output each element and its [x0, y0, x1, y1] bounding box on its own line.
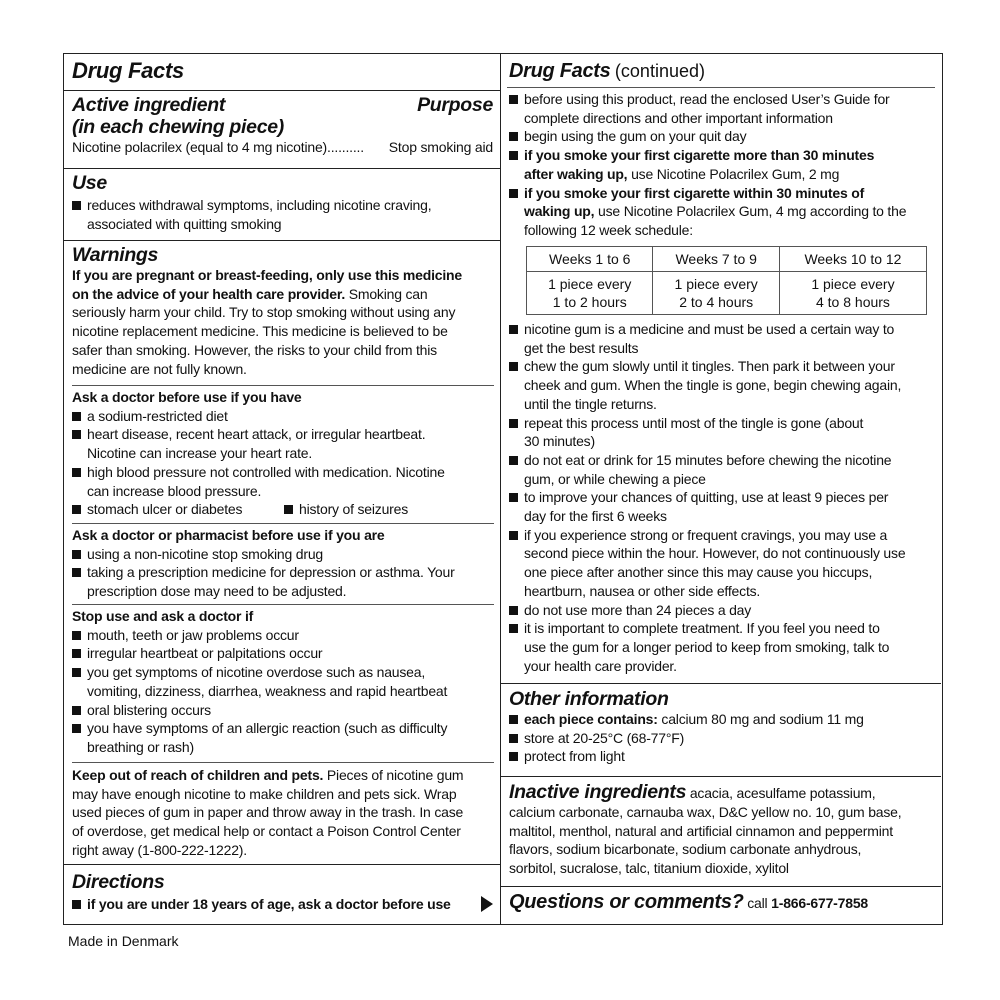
list-item: protect from light: [509, 747, 934, 766]
other-information-section: [501, 688, 941, 766]
list-item: oral blistering occurs: [72, 701, 493, 720]
questions-section: Questions or comments? call 1-866-677-7858: [509, 891, 868, 913]
table-cell: 1 piece every 1 to 2 hours: [527, 272, 653, 315]
list-item: each piece contains: calcium 80 mg and sodium 11 mg: [509, 710, 934, 729]
table-header: Weeks 1 to 6: [527, 247, 653, 272]
list-item: using a non-nicotine stop smoking drug: [72, 545, 493, 564]
table-cell: 1 piece every 2 to 4 hours: [653, 272, 779, 315]
purpose-heading: Purpose: [417, 94, 493, 116]
list-item: stomach ulcer or diabetes: [72, 500, 284, 519]
list-item: you get symptoms of nicotine overdose such as nausea, vomiting, dizziness, diarrhea, weakness and rapid heartbeat: [72, 663, 493, 700]
directions-heading: Directions: [72, 871, 165, 893]
inactive-ingredients-section: Inactive ingredients acacia, acesulfame potassium, calcium carbonate, carnauba wax, D&C yellow no. 10, gum base, maltitol, menthol, natural and artificial cinnamon and peppermint flavors, sodium bicarbonate, sodium carbonate anhydrous, sorbitol, sucralose, talc, titanium dioxide, xylitol: [509, 781, 902, 877]
continued-title: Drug Facts: [509, 60, 611, 82]
drug-facts-title: Drug Facts: [72, 58, 184, 83]
list-item: heart disease, recent heart attack, or irregular heartbeat. Nicotine can increase your heart rate.: [72, 425, 493, 462]
list-item: you have symptoms of an allergic reaction (such as difficulty breathing or rash): [72, 719, 493, 756]
ask-pharmacist-section: [64, 526, 500, 601]
list-item: history of seizures: [284, 500, 408, 519]
made-in-label: Made in Denmark: [68, 933, 179, 949]
keep-out-section: Keep out of reach of children and pets. Pieces of nicotine gum may have enough nicotine to make children and pets sick. Wrap used pieces of gum in paper and throw away in the trash. In case of overdose, get medical help or contact a Poison Control Center right away (1-800-222-1222).: [72, 767, 464, 858]
other-information-heading: Other information: [509, 688, 669, 710]
inactive-ingredients-heading: Inactive ingredients: [509, 781, 687, 803]
dosage-schedule-table: [526, 246, 927, 315]
continue-arrow-icon: [481, 896, 493, 912]
list-item: high blood pressure not controlled with medication. Nicotine can increase blood pressure.: [72, 463, 493, 500]
list-item: it is important to complete treatment. If you feel you need to use the gum for a longer period to keep from smoking, talk to your health care provider.: [509, 619, 934, 675]
warnings-section: [64, 244, 500, 378]
list-item: to improve your chances of quitting, use at least 9 pieces per day for the first 6 weeks: [509, 488, 934, 525]
list-item: a sodium-restricted diet: [72, 407, 493, 426]
directions-section: [64, 871, 500, 914]
use-item: reduces withdrawal symptoms, including nicotine craving, associated with quitting smoking: [72, 196, 493, 233]
continued-header: [501, 60, 941, 82]
drug-facts-header: [64, 58, 500, 84]
list-item: begin using the gum on your quit day: [509, 127, 934, 146]
stop-use-heading: Stop use and ask a doctor if: [72, 608, 254, 624]
ingredient-purpose: Stop smoking aid: [388, 139, 493, 155]
ingredient-text: Nicotine polacrilex (equal to 4 mg nicotine)..........: [72, 139, 364, 155]
list-item: repeat this process until most of the tingle is gone (about 30 minutes): [509, 414, 934, 451]
questions-heading: Questions or comments?: [509, 891, 744, 913]
ask-doctor-section: [64, 388, 500, 519]
list-item: taking a prescription medicine for depression or asthma. Your prescription dose may need to be adjusted.: [72, 563, 493, 600]
ask-doctor-heading: Ask a doctor before use if you have: [72, 389, 302, 405]
drug-facts-label: [63, 53, 943, 925]
table-row: [527, 272, 927, 315]
directions-continued: [501, 90, 941, 240]
list-item: before using this product, read the enclosed User’s Guide for complete directions and other important information: [509, 90, 934, 127]
right-column: [501, 54, 941, 924]
stop-use-section: [64, 607, 500, 757]
list-item: chew the gum slowly until it tingles. Then park it between your cheek and gum. When the tingle is gone, begin chewing again, until the tingle returns.: [509, 357, 934, 413]
use-heading: Use: [72, 172, 107, 194]
list-item: if you smoke your first cigarette more than 30 minutes after waking up, use Nicotine Polacrilex Gum, 2 mg: [509, 146, 934, 183]
active-ingredient-subheading: (in each chewing piece): [72, 116, 284, 138]
left-column: [64, 54, 501, 924]
warnings-heading: Warnings: [72, 244, 159, 266]
list-item: store at 20-25°C (68-77°F): [509, 729, 934, 748]
table-cell: 1 piece every 4 to 8 hours: [779, 272, 926, 315]
list-item: do not use more than 24 pieces a day: [509, 601, 934, 620]
directions-more: [501, 320, 941, 675]
ask-pharmacist-heading: Ask a doctor or pharmacist before use if you are: [72, 527, 385, 543]
phone-number: 1-866-677-7858: [771, 895, 868, 911]
list-item: if you experience strong or frequent cravings, you may use a second piece within the hour. However, do not continuously use one piece after another since this may cause you hiccups, heartburn, nausea or other side effects.: [509, 526, 934, 601]
use-section: [64, 172, 500, 233]
active-ingredient-heading: Active ingredient: [72, 94, 226, 116]
table-header: Weeks 10 to 12: [779, 247, 926, 272]
pregnancy-warning: If you are pregnant or breast-feeding, only use this medicine on the advice of your health care provider. Smoking can seriously harm your child. Try to stop smoking without using any nicotine replacement medicine. This medicine is believed to be safer than smoking. However, the risks to your child from this medicine are not fully known.: [72, 267, 462, 377]
continued-label: (continued): [614, 61, 705, 81]
list-item: if you smoke your first cigarette within 30 minutes of waking up, use Nicotine Polacrilex Gum, 4 mg according to the following 12 week schedule:: [509, 184, 934, 240]
list-item: irregular heartbeat or palpitations occur: [72, 644, 493, 663]
list-item: mouth, teeth or jaw problems occur: [72, 626, 493, 645]
list-item: nicotine gum is a medicine and must be used a certain way to get the best results: [509, 320, 934, 357]
keep-out-heading: Keep out of reach of children and pets.: [72, 767, 324, 783]
table-header: Weeks 7 to 9: [653, 247, 779, 272]
list-item: do not eat or drink for 15 minutes before chewing the nicotine gum, or while chewing a piece: [509, 451, 934, 488]
active-ingredient-section: [64, 94, 500, 157]
table-row: [527, 247, 927, 272]
directions-item: if you are under 18 years of age, ask a doctor before use: [72, 895, 493, 914]
